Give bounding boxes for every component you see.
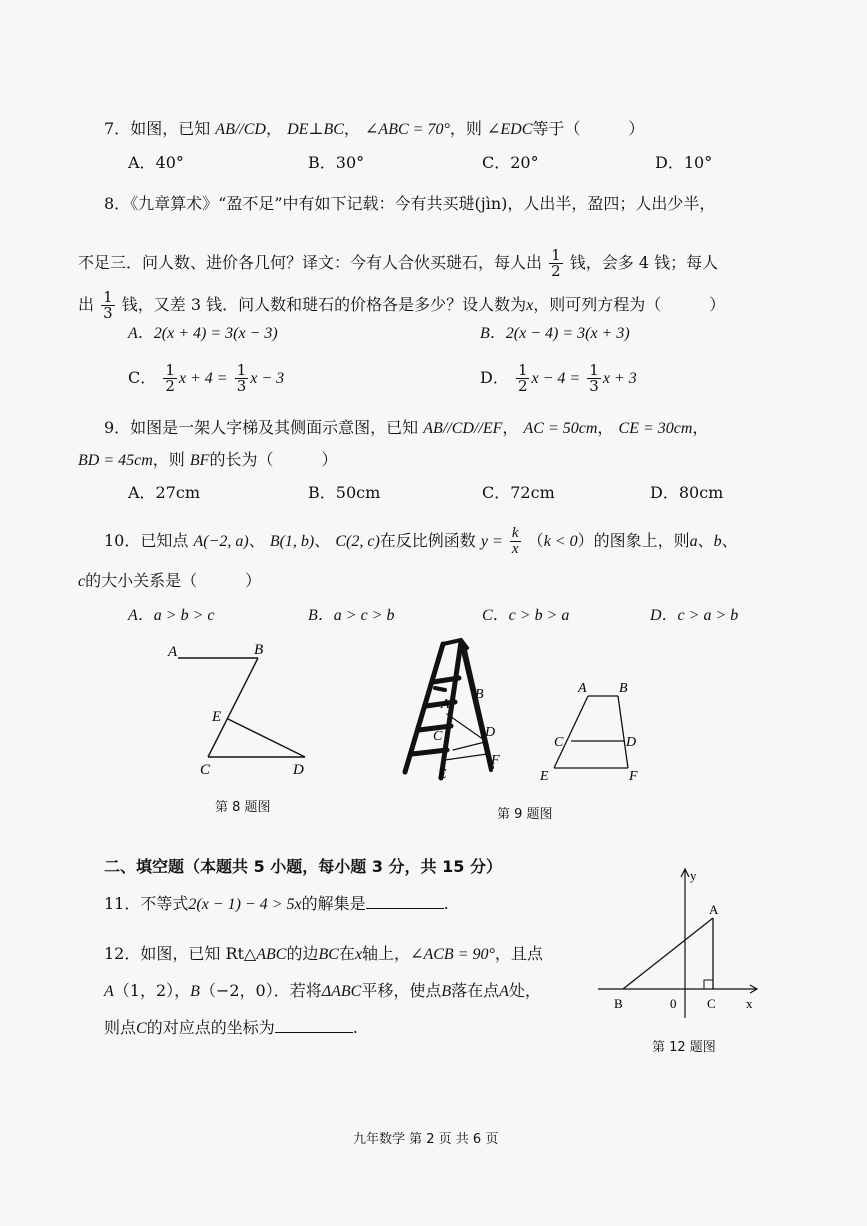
fig12-y-axis-label: y bbox=[690, 868, 697, 883]
q12-text: 平移，使点 bbox=[361, 981, 442, 1000]
q10-text: ）的图象上，则 bbox=[577, 531, 690, 550]
fig8-label-c: C bbox=[200, 762, 211, 778]
q8-option-d[interactable] bbox=[480, 363, 637, 394]
option-label: D． bbox=[480, 368, 509, 387]
fig9-ladder-label-c: C bbox=[433, 729, 443, 744]
q12-var: x bbox=[354, 946, 363, 963]
option-expr: x − 4 = bbox=[531, 370, 581, 387]
q10-text: 在反比例函数 bbox=[379, 531, 476, 550]
fig9-ladder-label-d: D bbox=[485, 725, 496, 740]
frac-num: 1 bbox=[589, 361, 599, 379]
figure-12-coordinate-diagram bbox=[590, 860, 770, 1030]
fig12-label-origin: 0 bbox=[670, 996, 677, 1011]
q7-sep: ， bbox=[343, 119, 360, 138]
q11-answer-blank[interactable] bbox=[366, 892, 444, 909]
figure-9-trapezoid-diagram bbox=[532, 678, 652, 786]
fig9-label-b: B bbox=[619, 681, 628, 696]
q12-var: C bbox=[136, 1020, 147, 1037]
page-footer: 九年数学 第 2 页 共 6 页 bbox=[353, 1132, 499, 1147]
q10-sep: 、 bbox=[248, 531, 265, 550]
fig9-label-a: A bbox=[578, 681, 587, 696]
q8-line3 bbox=[78, 290, 725, 321]
figure-9-ladder-illustration bbox=[395, 632, 520, 792]
q11-expr: 2(x − 1) − 4 > 5x bbox=[188, 896, 302, 913]
q12-text: （−2，0）．若将 bbox=[199, 981, 322, 1000]
fig12-x-axis-label: x bbox=[746, 996, 753, 1011]
q10-text: 的大小关系是（ bbox=[85, 571, 198, 590]
q9-option-d[interactable]: D．80cm bbox=[650, 483, 724, 502]
q9-sep: ， bbox=[502, 418, 519, 437]
q7-sep: ， bbox=[265, 119, 282, 138]
q9-expr: AB//CD//EF bbox=[423, 420, 503, 437]
q10-option-b[interactable]: B．a > c > b bbox=[308, 607, 395, 624]
figure-8-diagram bbox=[160, 636, 330, 786]
q7-cond3: ∠ABC = 70° bbox=[365, 121, 450, 138]
fig9-label-f: F bbox=[629, 769, 638, 784]
q9-text: 的长为（ bbox=[209, 450, 274, 469]
frac-den: x bbox=[511, 541, 519, 557]
q12-expr: BC bbox=[318, 946, 339, 963]
q9-text: 9．如图是一架人字梯及其侧面示意图，已知 bbox=[104, 418, 419, 437]
q10-point-a: A(−2, a) bbox=[193, 533, 249, 550]
q9-expr: BF bbox=[189, 452, 210, 469]
q12-expr: ∠ACB = 90° bbox=[410, 946, 495, 963]
q9-expr: CE = 30cm bbox=[618, 420, 693, 437]
q7-cond1: AB//CD bbox=[215, 121, 266, 138]
q8-line2-text: 不足三．问人数、进价各几何？译文：今有人合伙买琎石，每人出 bbox=[78, 253, 543, 272]
q10-option-c[interactable]: C．c > b > a bbox=[482, 607, 570, 624]
frac-num: 1 bbox=[103, 288, 113, 306]
fig12-label-a: A bbox=[709, 902, 719, 917]
q12-var: A bbox=[104, 983, 114, 1000]
figure-8-caption: 第 8 题图 bbox=[215, 800, 271, 815]
option-expr: x + 3 bbox=[602, 370, 637, 387]
q8-option-b[interactable]: B．2(x − 4) = 3(x + 3) bbox=[480, 325, 630, 342]
q7-post: 等于（ bbox=[532, 119, 581, 138]
fig12-label-b: B bbox=[614, 996, 623, 1011]
q7-option-c[interactable]: C．20° bbox=[482, 153, 539, 172]
q8-fraction-half bbox=[549, 248, 563, 279]
q12-text: 则点 bbox=[104, 1018, 137, 1037]
fig9-label-d: D bbox=[626, 735, 637, 750]
q12-var: B bbox=[190, 983, 200, 1000]
figure-9-caption: 第 9 题图 bbox=[497, 807, 553, 822]
q10-sep: 、 bbox=[721, 531, 738, 550]
q8-line3-text: ，则可列方程为（ bbox=[533, 295, 662, 314]
q10-expr: k < 0 bbox=[543, 533, 578, 550]
q7-number: 7． bbox=[104, 119, 131, 138]
option-label: C． bbox=[128, 368, 157, 387]
q12-period: . bbox=[352, 1018, 358, 1037]
q9-expr: BD = 45cm bbox=[78, 452, 153, 469]
q10-expr: y = bbox=[480, 533, 503, 550]
q9-sep: ， bbox=[597, 418, 614, 437]
option-fraction bbox=[587, 363, 601, 394]
q8-line1: 8．《九章算术》“盈不足”中有如下记载：今有共买琎(jìn)，人出半，盈四；人出少半， bbox=[104, 194, 716, 213]
q9-sep: ， bbox=[692, 418, 709, 437]
fig9-label-c: C bbox=[554, 735, 564, 750]
section-2-heading: 二、填空题（本题共 5 小题，每小题 3 分，共 15 分） bbox=[104, 857, 502, 876]
q7-cond2: DE⊥BC bbox=[287, 121, 344, 138]
fig9-ladder-label-e: E bbox=[438, 767, 447, 782]
fig8-label-b: B bbox=[254, 642, 264, 658]
fig9-ladder-label-a: A bbox=[441, 697, 450, 712]
q7-ask: ∠EDC bbox=[486, 121, 533, 138]
q7-text: 如图，已知 bbox=[130, 119, 211, 138]
q11-period: . bbox=[443, 894, 449, 913]
q12-answer-blank[interactable] bbox=[275, 1016, 353, 1033]
q8-close: ） bbox=[709, 295, 726, 314]
q8-var: x bbox=[526, 297, 534, 314]
q12-var: A bbox=[499, 983, 509, 1000]
q8-line3-text: 出 bbox=[78, 295, 95, 314]
q10-var: c bbox=[78, 573, 86, 590]
q12-line2 bbox=[104, 980, 541, 1003]
q12-var: B bbox=[441, 983, 452, 1000]
option-expr: x − 3 bbox=[250, 370, 285, 387]
fig9-label-e: E bbox=[540, 769, 549, 784]
q10-option-d[interactable]: D．c > a > b bbox=[650, 607, 739, 624]
option-fraction bbox=[163, 363, 177, 394]
q12-text: 12．如图，已知 Rt△ bbox=[104, 944, 257, 963]
fig9-ladder-label-f: F bbox=[491, 753, 500, 768]
q12-text: 的边 bbox=[286, 944, 319, 963]
q12-line1 bbox=[104, 943, 543, 966]
q12-text: ，且点 bbox=[494, 944, 543, 963]
question-7 bbox=[104, 118, 644, 141]
q7-close: ） bbox=[628, 119, 645, 138]
q10-option-a[interactable]: A．a > b > c bbox=[128, 607, 215, 624]
frac-den: 3 bbox=[103, 304, 113, 322]
frac-num: 1 bbox=[236, 361, 247, 379]
q8-fraction-third bbox=[101, 290, 115, 321]
q9-option-a[interactable]: A．27cm bbox=[128, 483, 201, 502]
q10-text: 10．已知点 bbox=[104, 531, 189, 550]
frac-den: 2 bbox=[551, 262, 561, 280]
q7-option-a[interactable]: A．40° bbox=[128, 153, 184, 172]
frac-num: 1 bbox=[517, 361, 528, 379]
frac-num: 1 bbox=[165, 361, 175, 379]
q7-option-b[interactable]: B．30° bbox=[308, 153, 365, 172]
q9-text: ，则 bbox=[152, 450, 185, 469]
q12-expr: ABC bbox=[256, 946, 287, 963]
figure-12-caption: 第 12 题图 bbox=[652, 1040, 716, 1055]
q10-point-b: B(1, b) bbox=[269, 533, 315, 550]
frac-den: 3 bbox=[236, 377, 247, 395]
q9-line2 bbox=[78, 449, 337, 472]
option-fraction bbox=[516, 363, 530, 394]
q10-sep: 、 bbox=[697, 531, 714, 550]
q10-point-c: C(2, c) bbox=[335, 533, 380, 550]
q11-text: 11．不等式 bbox=[104, 894, 189, 913]
q8-line3-text: 钱，又差 3 钱．问人数和琎石的价格各是多少？设人数为 bbox=[121, 295, 527, 314]
q9-option-c[interactable]: C．72cm bbox=[482, 483, 555, 502]
q9-close: ） bbox=[321, 450, 338, 469]
q9-option-b[interactable]: B．50cm bbox=[308, 483, 381, 502]
q8-option-c[interactable] bbox=[128, 363, 284, 394]
q10-var: b bbox=[713, 533, 722, 550]
frac-den: 2 bbox=[165, 377, 175, 395]
q10-var: a bbox=[689, 533, 698, 550]
q10-line2 bbox=[78, 570, 261, 593]
question-11 bbox=[104, 892, 449, 916]
frac-num: k bbox=[511, 525, 519, 541]
q8-line2 bbox=[78, 248, 718, 279]
q8-line2-text: 钱，会多 4 钱；每人 bbox=[569, 253, 719, 272]
q10-sep: 、 bbox=[314, 531, 331, 550]
q9-expr: AC = 50cm bbox=[523, 420, 598, 437]
q10-line1 bbox=[104, 526, 738, 557]
option-fraction bbox=[235, 363, 249, 394]
q12-text: 轴上， bbox=[362, 944, 411, 963]
q12-text: （1，2）， bbox=[113, 981, 191, 1000]
q12-line3 bbox=[104, 1016, 358, 1040]
q10-text: （ bbox=[527, 531, 544, 550]
q10-close: ） bbox=[245, 571, 262, 590]
fig12-label-c: C bbox=[707, 996, 716, 1011]
frac-num: 1 bbox=[551, 246, 561, 264]
q12-text: 处， bbox=[508, 981, 541, 1000]
q11-text: 的解集是 bbox=[301, 894, 366, 913]
frac-den: 2 bbox=[517, 377, 528, 395]
fig9-ladder-label-b: B bbox=[475, 687, 484, 702]
q8-option-a[interactable]: A．2(x + 4) = 3(x − 3) bbox=[128, 325, 278, 342]
q12-expr: ΔABC bbox=[321, 983, 362, 1000]
q7-option-d[interactable]: D．10° bbox=[655, 153, 713, 172]
frac-den: 3 bbox=[589, 377, 599, 395]
option-expr: x + 4 = bbox=[178, 370, 228, 387]
q10-fraction bbox=[510, 526, 521, 557]
q12-text: 在 bbox=[338, 944, 355, 963]
q12-text: 落在点 bbox=[451, 981, 500, 1000]
fig8-label-d: D bbox=[293, 762, 304, 778]
q12-text: 的对应点的坐标为 bbox=[146, 1018, 275, 1037]
q7-mid: ，则 bbox=[449, 119, 482, 138]
fig8-label-a: A bbox=[168, 644, 178, 660]
q9-line1 bbox=[104, 417, 708, 440]
fig8-label-e: E bbox=[212, 709, 222, 725]
